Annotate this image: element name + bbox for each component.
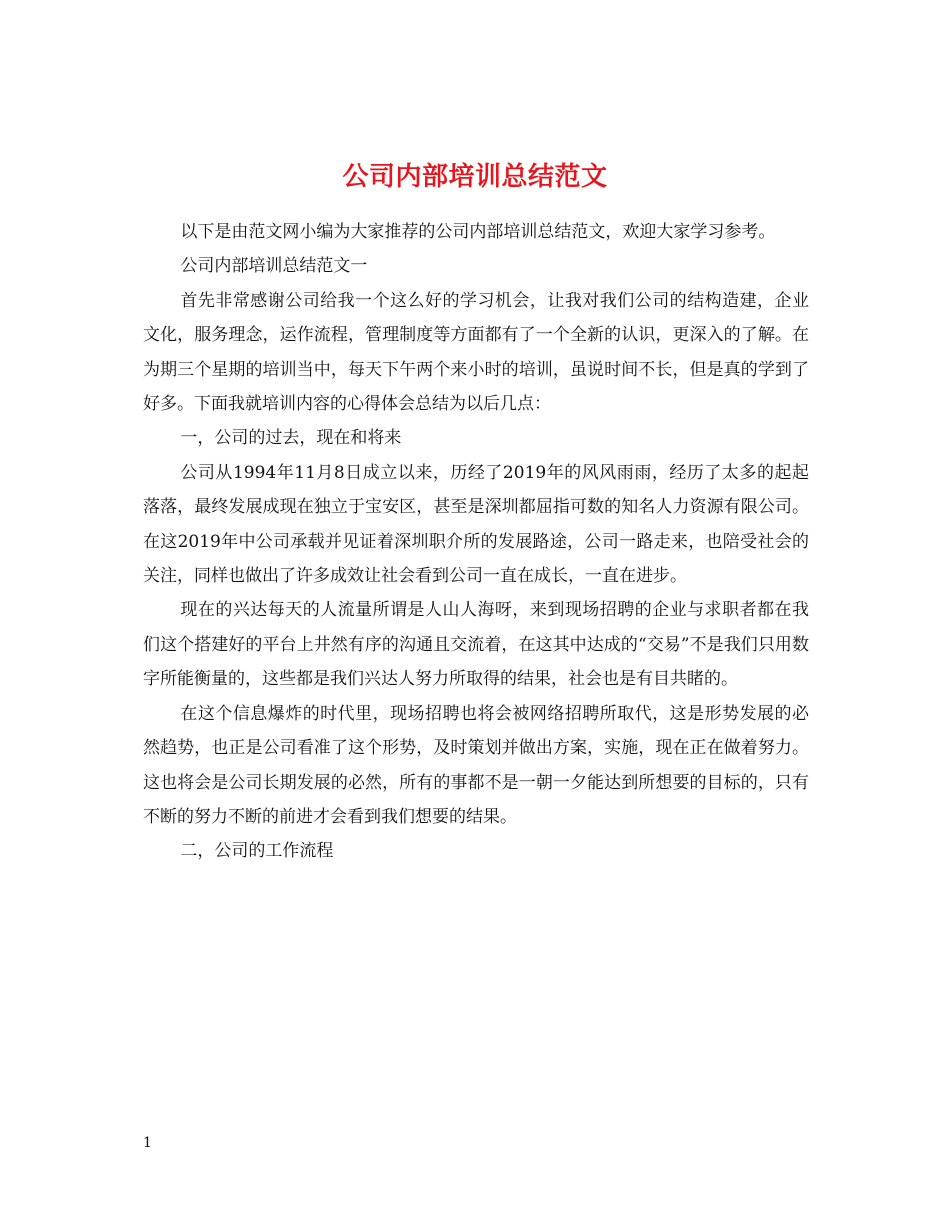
section-heading-work-process: 二，公司的工作流程	[180, 841, 334, 862]
document-title: 公司内部培训总结范文	[342, 162, 608, 193]
page-number: 1	[143, 1135, 152, 1151]
body-paragraph: 现在的兴达每天的人流量所谓是人山人海呀，来到现场招聘的企业与求职者都在我们这个搭建好的平台上井然有序的沟通且交流着，在这其中达成的“交易”不是我们只用数字所能衡量的，这些都是我们兴达人努力所取得的结果，社会也是有目共睹的。	[143, 600, 809, 690]
body-paragraph: 首先非常感谢公司给我一个这么好的学习机会，让我对我们公司的结构造建，企业文化，服务理念，运作流程，管理制度等方面都有了一个全新的认识，更深入的了解。在为期三个星期的培训当中，每天下午两个来小时的培训，虽说时间不长，但是真的学到了好多。下面我就培训内容的心得体会总结为以后几点：	[143, 290, 809, 415]
section-heading-past-present-future: 一，公司的过去，现在和将来	[180, 428, 402, 449]
intro-paragraph: 以下是由范文网小编为大家推荐的公司内部培训总结范文，欢迎大家学习参考。	[180, 222, 776, 242]
body-paragraph: 公司从1994年11月8日成立以来，历经了2019年的风风雨雨，经历了太多的起起落落，最终发展成现在独立于宝安区，甚至是深圳都屈指可数的知名人力资源有限公司。在这2019年中公司承载并见证着深圳职介所的发展路途，公司一路走来，也陪受社会的关注，同样也做出了许多成效让社会看到公司一直在成长，一直在进步。	[143, 462, 809, 587]
section-heading-sample-one: 公司内部培训总结范文一	[180, 256, 368, 277]
body-paragraph: 在这个信息爆炸的时代里，现场招聘也将会被网络招聘所取代，这是形势发展的必然趋势，也正是公司看准了这个形势，及时策划并做出方案，实施，现在正在做着努力。这也将会是公司长期发展的必然，所有的事都不是一朝一夕能达到所想要的目标的，只有不断的努力不断的前进才会看到我们想要的结果。	[143, 703, 809, 827]
document-body	[143, 215, 809, 869]
